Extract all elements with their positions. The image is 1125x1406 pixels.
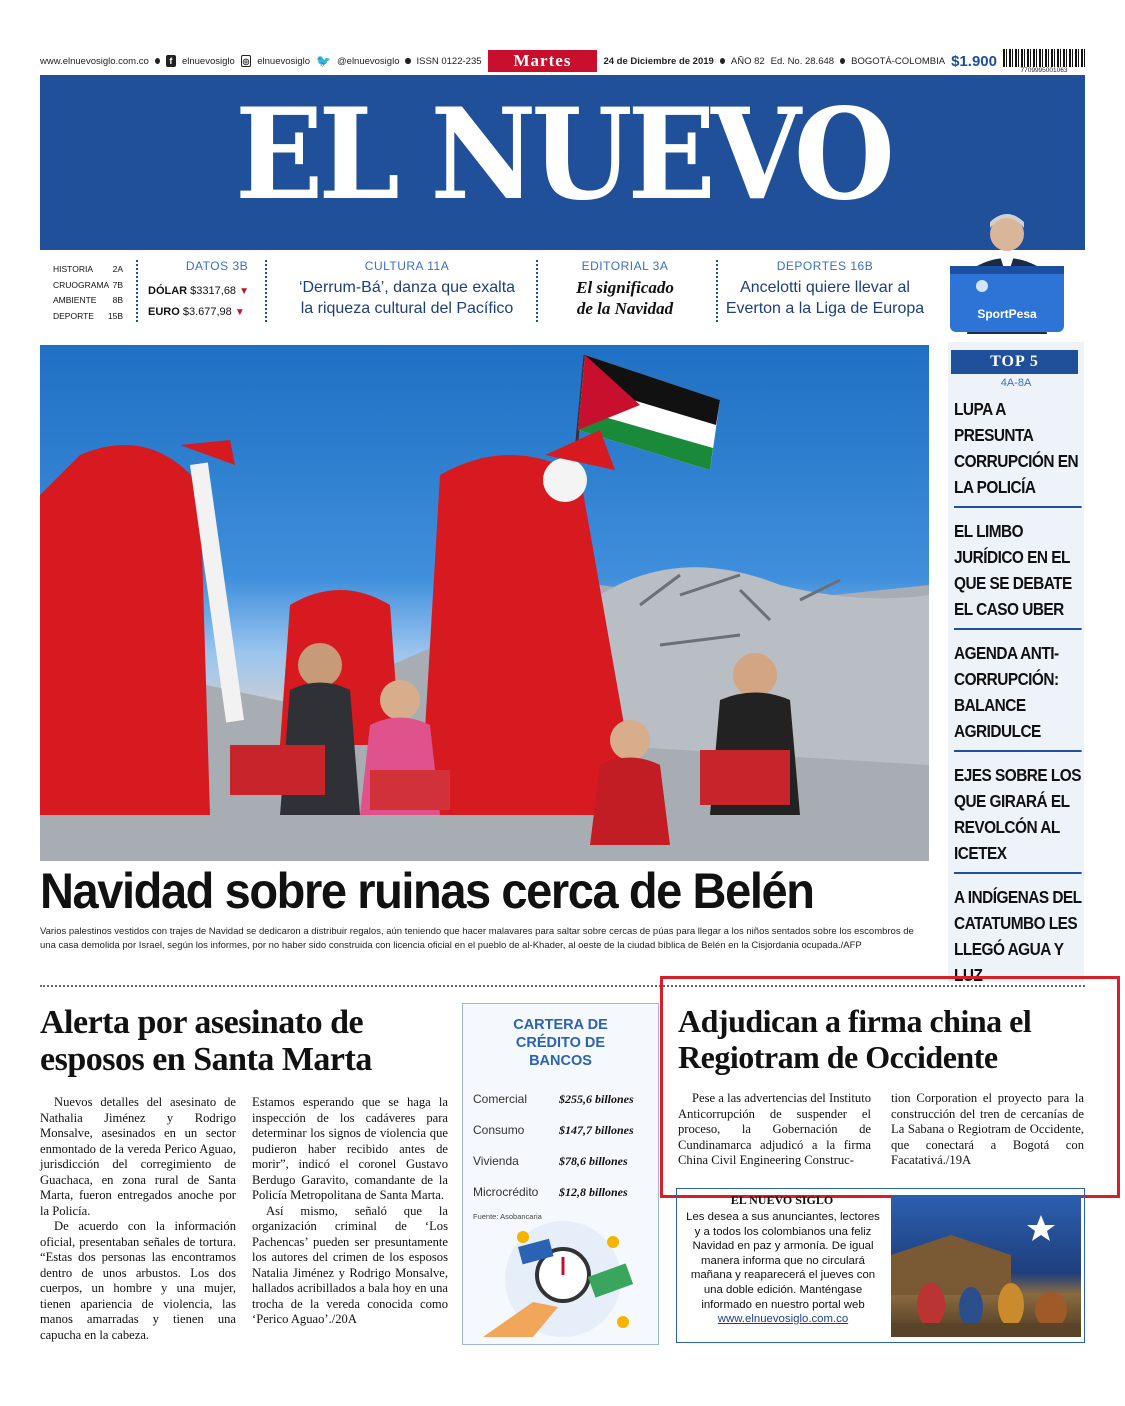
photo-caption: Varios palestinos vestidos con trajes de Navidad se dedicaron a distribuir regalos, aún teniendo que hacer malavares para saltar sobre cercas de púas para llegar a los niños sentados sobre los escombros de una casa demolida por Israel, según los informes, por no haber sido construida con licencia oficial en el pueblo de al-Khader, al oeste de la ciudad bíblica de Belén en la Cisjordania ocupada./AFP (40, 926, 914, 951)
alerta-column-1: Nuevos detalles del asesinato de Nathalia Jiménez y Rodrigo Monsalve, asesinados en un sector enmontado de la vereda Perico Aguao, jurisdicción del corregimiento de Guachaca, en zona rural de Santa Marta, fueron entregados anoche por la Policía. De acuerdo con la información oficial, presentaban señales de tortura. “Estas dos personas las encontramos dentro de unos arbustos. Los dos cuerpos, un hombre y una mujer, tienen apariencia de violencia, las manos amarradas y tienen una capucha en la cabeza. (40, 1095, 236, 1342)
adjudican-headline[interactable]: Adjudican a firma china el Regiotram de Occidente (678, 1003, 1032, 1075)
notice-brand: EL NUEVO SIGLO (730, 1193, 834, 1207)
editorial-teaser[interactable] (550, 259, 700, 319)
top5-item[interactable]: A INDÍGENAS DEL CATATUMBO LES LLEGÓ AGUA Y LUZ (954, 887, 1082, 985)
barcode (1003, 49, 1085, 74)
adjudican-column-1: Pese a las advertencias del Instituto Anticorrupción de suspender el proceso, la Gobernación de Cundinamarca adjudicó a la firma China Civil Engineering Construc- (678, 1091, 871, 1167)
cartera-table (463, 1084, 658, 1208)
santa-suit (420, 455, 640, 815)
top5-item[interactable]: EL LIMBO JURÍDICO EN EL QUE SE DEBATE EL CASO UBER (954, 518, 1082, 630)
santa-left (40, 445, 210, 815)
gift-box (230, 745, 325, 795)
instagram-handle: elnuevosiglo (257, 55, 311, 67)
datos-label: DATOS 3B (185, 259, 249, 273)
alerta-column-2: Estamos esperando que se haga la inspección de los cadáveres para determinar los signos de violencia que pudieron haber recibido antes de morir”, indicó el coronel Gustavo Berdugo Garavito, comandante de la Policía Metropolitana de Santa Marta. Así mismo, señaló que la organización criminal de ‘Los Pachencas’ pueden ser presuntamente los autores del crimen de los esposos Natalia Jiménez y Rodrigo Monsalve, hallados acribillados a bala hoy en una trocha de la vereda conocida como ‘Perico Aguao’./20A (252, 1095, 448, 1326)
coin-icon (617, 1316, 629, 1328)
cultura-label: CULTURA 11A (364, 259, 450, 273)
newspaper-title: EL NUEVO (235, 81, 890, 229)
adjudican-column-2: tion Corporation el proyecto para la construcción del tren de cercanías de La Sabana o Regiotram de Occidente, que conectará a Bogotá con Facatativá./19A (891, 1091, 1084, 1167)
instagram-icon[interactable]: ◎ (242, 56, 250, 66)
website-link[interactable]: www.elnuevosiglo.com.co (40, 55, 149, 67)
bullet-icon (840, 58, 845, 64)
gift-box (370, 770, 450, 810)
separator (536, 260, 538, 322)
santa-scene-illustration (40, 345, 929, 861)
section-index (53, 262, 123, 324)
separator (265, 260, 267, 322)
index-row (40, 256, 940, 328)
bullet-icon (405, 58, 410, 64)
editorial-label: EDITORIAL 3A (581, 259, 669, 273)
top-strip (40, 50, 1085, 72)
city: BOGOTÁ-COLOMBIA (851, 55, 946, 67)
down-arrow-icon: ▼ (234, 307, 245, 318)
money-clock-illustration (463, 1217, 658, 1342)
gift-box (700, 750, 790, 805)
index-item[interactable]: DEPORTE 15B (53, 310, 123, 321)
bullet-icon (155, 58, 160, 64)
figure-shape (998, 1283, 1024, 1327)
exchange-rates: DÓLAR $3317,68 ▼ EURO $3.677,98 ▼ (148, 285, 250, 318)
deportes-label: DEPORTES 16B (776, 259, 874, 273)
cover-price: $1.900 (951, 52, 997, 70)
cartera-infobox (462, 1003, 659, 1345)
child-face (298, 643, 342, 687)
facebook-icon[interactable]: f (166, 55, 176, 67)
top5-item[interactable]: EJES SOBRE LOS QUE GIRARÁ EL REVOLCÓN AL ICETEX (954, 762, 1082, 874)
twitter-icon[interactable]: 🐦 (316, 54, 332, 68)
toddler-jacket (590, 758, 670, 846)
edition-number: Ed. No. 28.648 (770, 55, 835, 67)
editorial-title: El significado de la Navidad (576, 278, 674, 318)
girl-face (380, 680, 420, 720)
main-photo (40, 345, 929, 861)
santa-beard (543, 458, 587, 502)
bullet-icon (720, 58, 725, 64)
crest-icon (976, 280, 988, 292)
index-item[interactable]: HISTORIA 2A (53, 264, 123, 274)
cartera-row: Vivienda $78,6 billones (473, 1154, 628, 1168)
facebook-handle: elnuevosiglo (181, 55, 235, 67)
issn: ISSN 0122-235 (416, 55, 482, 67)
santa-hat-left (180, 440, 235, 465)
ancelotti-photo (932, 206, 1082, 334)
stable-shape (891, 1235, 1011, 1295)
ground-shape (891, 1323, 1081, 1337)
cartera-row: Consumo $147,7 billones (473, 1123, 634, 1137)
toddler-face (610, 720, 650, 760)
camel-shape (1035, 1292, 1067, 1328)
top5-item[interactable]: LUPA A PRESUNTA CORRUPCIÓN EN LA POLICÍA (954, 396, 1082, 508)
figure-shape (917, 1283, 945, 1327)
twitter-handle: @elnuevosiglo (337, 55, 400, 67)
girl-right-face (733, 653, 777, 697)
cartera-source: Fuente: Asobancaria (473, 1212, 542, 1221)
cartera-row: Microcrédito $12,8 billones (473, 1185, 628, 1199)
jersey-collar (950, 266, 1064, 274)
index-item[interactable]: CRUOGRAMA 7B (53, 279, 123, 290)
cartera-row: Comercial $255,6 billones (473, 1092, 634, 1106)
deportes-teaser[interactable] (715, 259, 935, 319)
index-item[interactable]: AMBIENTE 8B (53, 295, 123, 305)
notice-text: Les desea a sus anunciantes, lectores y a todos los colombianos una feliz Navidad en paz y armonía. De igual manera informa que no circulará mañana y reaparecerá el jueves con una doble edición. Manténgase informado en nuestro portal web www.elnuevosiglo.com.co (683, 1210, 883, 1327)
barcode-icon (1003, 49, 1085, 67)
top5-title: TOP 5 (951, 350, 1078, 374)
top5-list (954, 396, 1082, 1004)
top5-panel (948, 342, 1084, 985)
main-headline[interactable]: Navidad sobre ruinas cerca de Belén (40, 863, 814, 919)
star-icon (1027, 1215, 1055, 1241)
everton-jersey (950, 266, 1064, 332)
jersey-sponsor: SportPesa (977, 307, 1037, 321)
figure-shape (959, 1287, 983, 1327)
cultura-title: ‘Derrum-Bá’, danza que exalta la riqueza cultural del Pacífico (298, 279, 516, 317)
cartera-title: CARTERA DE CRÉDITO DE BANCOS (513, 1017, 608, 1069)
down-arrow-icon: ▼ (239, 286, 250, 297)
nativity-photo (891, 1195, 1081, 1337)
weekday-badge: Martes (488, 50, 598, 72)
barcode-number: 7709995001063 (1020, 66, 1068, 74)
masthead (40, 75, 1085, 250)
christmas-notice (676, 1188, 1085, 1343)
alerta-headline[interactable]: Alerta por asesinato de esposos en Santa Marta (40, 1004, 372, 1078)
top5-item[interactable]: AGENDA ANTI-CORRUPCIÓN: BALANCE AGRIDULCE (954, 640, 1082, 752)
year-number: AÑO 82 (730, 55, 765, 67)
separator (136, 260, 138, 322)
coin-icon (607, 1236, 619, 1248)
portal-link[interactable]: www.elnuevosiglo.com.co (717, 1313, 849, 1326)
nativity-illustration (891, 1195, 1081, 1337)
coin-icon (517, 1231, 529, 1243)
deportes-title: Ancelotti quiere llevar al Everton a la Liga de Europa (725, 279, 925, 317)
cultura-teaser[interactable] (282, 259, 532, 319)
top5-pages: 4A-8A (1000, 377, 1032, 389)
issue-date: 24 de Diciembre de 2019 (603, 55, 714, 67)
